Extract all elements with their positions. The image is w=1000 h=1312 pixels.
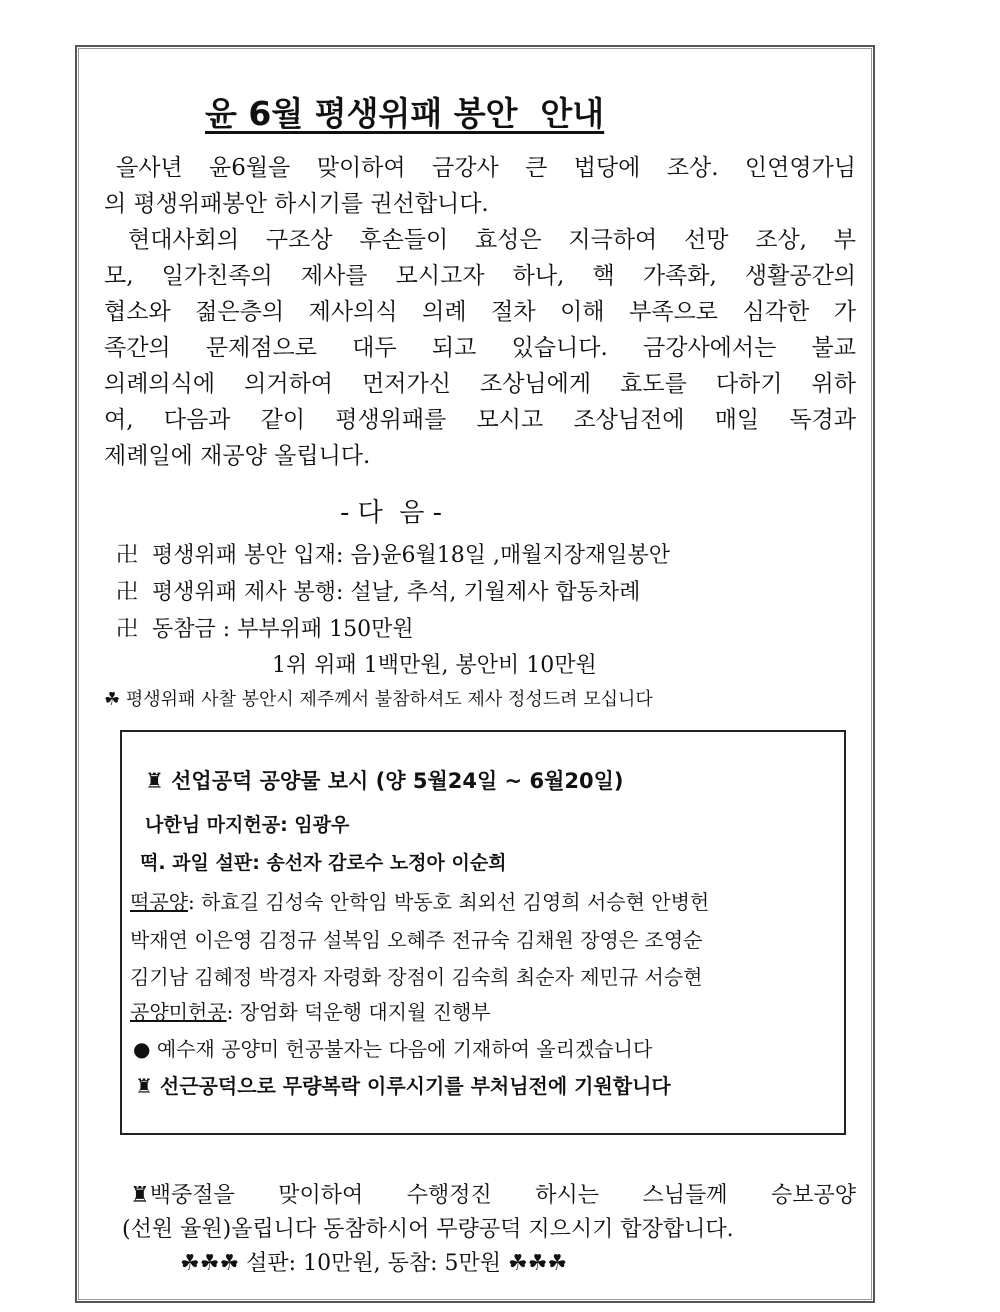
- intro-line: 현대사회의 구조상 후손들이 효성은 지극하여 선망 조상, 부: [128, 227, 856, 253]
- nahan-line: 나한님 마지헌공: 임광우: [145, 814, 350, 836]
- intro-line: 제례일에 재공양 올립니다.: [104, 443, 371, 469]
- intro-line: 의 평생위패봉안 하시기를 권선합니다.: [104, 191, 489, 217]
- info-item-text: 1위 위패 1백만원, 봉안비 10만원: [272, 653, 597, 678]
- bullet-text: 예수재 공양미 헌공불자는 다음에 기재하여 올리겠습니다: [156, 1037, 653, 1061]
- info-item-text: 동참금 : 부부위패 150만원: [152, 617, 414, 642]
- rice-names: : 장엄화 덕운행 대지월 진행부: [226, 1000, 491, 1024]
- closing-word: 수행정진: [406, 1183, 492, 1208]
- intro-line: 의례의식에 의거하여 먼저가신 조상님에게 효도를 다하기 위하: [104, 371, 856, 397]
- info-item-text: 평생위패 봉안 입재: 음)윤6월18일 ,매월지장재일봉안: [152, 543, 670, 568]
- tteok-label: 떡공양: [130, 890, 188, 914]
- closing-line-2: (선원 율원)올립니다 동참하시어 무량공덕 지으시기 합장합니다.: [122, 1217, 734, 1242]
- note-line: [104, 685, 653, 711]
- intro-line: 여, 다음과 같이 평생위패를 모시고 조상님전에 매일 독경과: [104, 407, 856, 433]
- rice-offering-line: [130, 996, 491, 1025]
- info-item: [116, 538, 670, 569]
- rook-icon: ♜: [145, 769, 164, 793]
- fee-text: 설판: 10만원, 동참: 5만원: [246, 1251, 501, 1276]
- intro-line: 족간의 문제점으로 대두 되고 있습니다. 금강사에서는 불교: [104, 335, 856, 361]
- info-item-text: 평생위패 제사 봉행: 설날, 추석, 기월제사 합동차례: [152, 580, 641, 605]
- closing-line-3: [180, 1246, 932, 1277]
- closing-word: 하시는: [535, 1183, 599, 1208]
- rook-icon: ♜: [130, 1183, 150, 1208]
- box-heading-text: 선업공덕 공양물 보시 (양 5월24일 ~ 6월20일): [171, 769, 624, 793]
- tteok-offering-line: [130, 886, 709, 915]
- clover-icon: ☘☘☘: [180, 1251, 240, 1276]
- tteok-fruit-line: 떡. 과일 설판: 송선자 감로수 노정아 이순희: [140, 852, 507, 874]
- tteok-names-line: 김기남 김혜정 박경자 자령화 장점이 김숙희 최순자 제민규 서승현: [130, 965, 703, 989]
- manji-icon: 卍: [116, 543, 139, 568]
- next-heading: - 다 음 -: [340, 498, 443, 528]
- clover-icon: ☘: [104, 689, 121, 710]
- intro-line: 협소와 젊은층의 제사의식 의례 절차 이해 부족으로 심각한 가: [104, 299, 856, 325]
- info-item: [116, 575, 640, 606]
- intro-line: 을사년 윤6월을 맞이하여 금강사 큰 법당에 조상. 인연영가님: [116, 155, 856, 181]
- intro-line: 모, 일가친족의 제사를 모시고자 하나, 핵 가족화, 생활공간의: [104, 263, 856, 289]
- manji-icon: 卍: [116, 617, 139, 642]
- rice-label: 공양미헌공: [130, 1000, 227, 1024]
- note-text: 평생위패 사찰 봉안시 제주께서 불참하셔도 제사 정성드려 모십니다: [125, 689, 653, 710]
- closing-word: 승보공양: [770, 1183, 856, 1208]
- box-closing-line: [135, 1070, 671, 1099]
- bullet-line: [133, 1033, 652, 1062]
- closing-word: 맞이하여: [278, 1183, 364, 1208]
- rook-icon: ♜: [135, 1074, 153, 1098]
- manji-icon: 卍: [116, 580, 139, 605]
- info-item: [272, 648, 597, 679]
- bullet-icon: ●: [133, 1037, 151, 1061]
- intro-paragraph: [104, 150, 856, 474]
- closing-word: ♜백중절을: [130, 1183, 235, 1208]
- closing-word: 스님들께: [642, 1183, 728, 1208]
- tteok-names-line: 박재연 이은영 김정규 설복임 오혜주 전규숙 김채원 장영은 조영순: [130, 928, 703, 952]
- info-item: [116, 612, 414, 643]
- box-heading: [145, 765, 623, 795]
- clover-icon: ☘☘☘: [507, 1251, 568, 1276]
- box-closing-text: 선근공덕으로 무량복락 이루시기를 부처님전에 기원합니다: [159, 1074, 671, 1098]
- tteok-names: : 하효길 김성숙 안학임 박동호 최외선 김영희 서승현 안병헌: [187, 890, 710, 914]
- closing-line-1: [130, 1178, 856, 1209]
- page-title: 윤 6월 평생위패 봉안 안내: [205, 94, 605, 133]
